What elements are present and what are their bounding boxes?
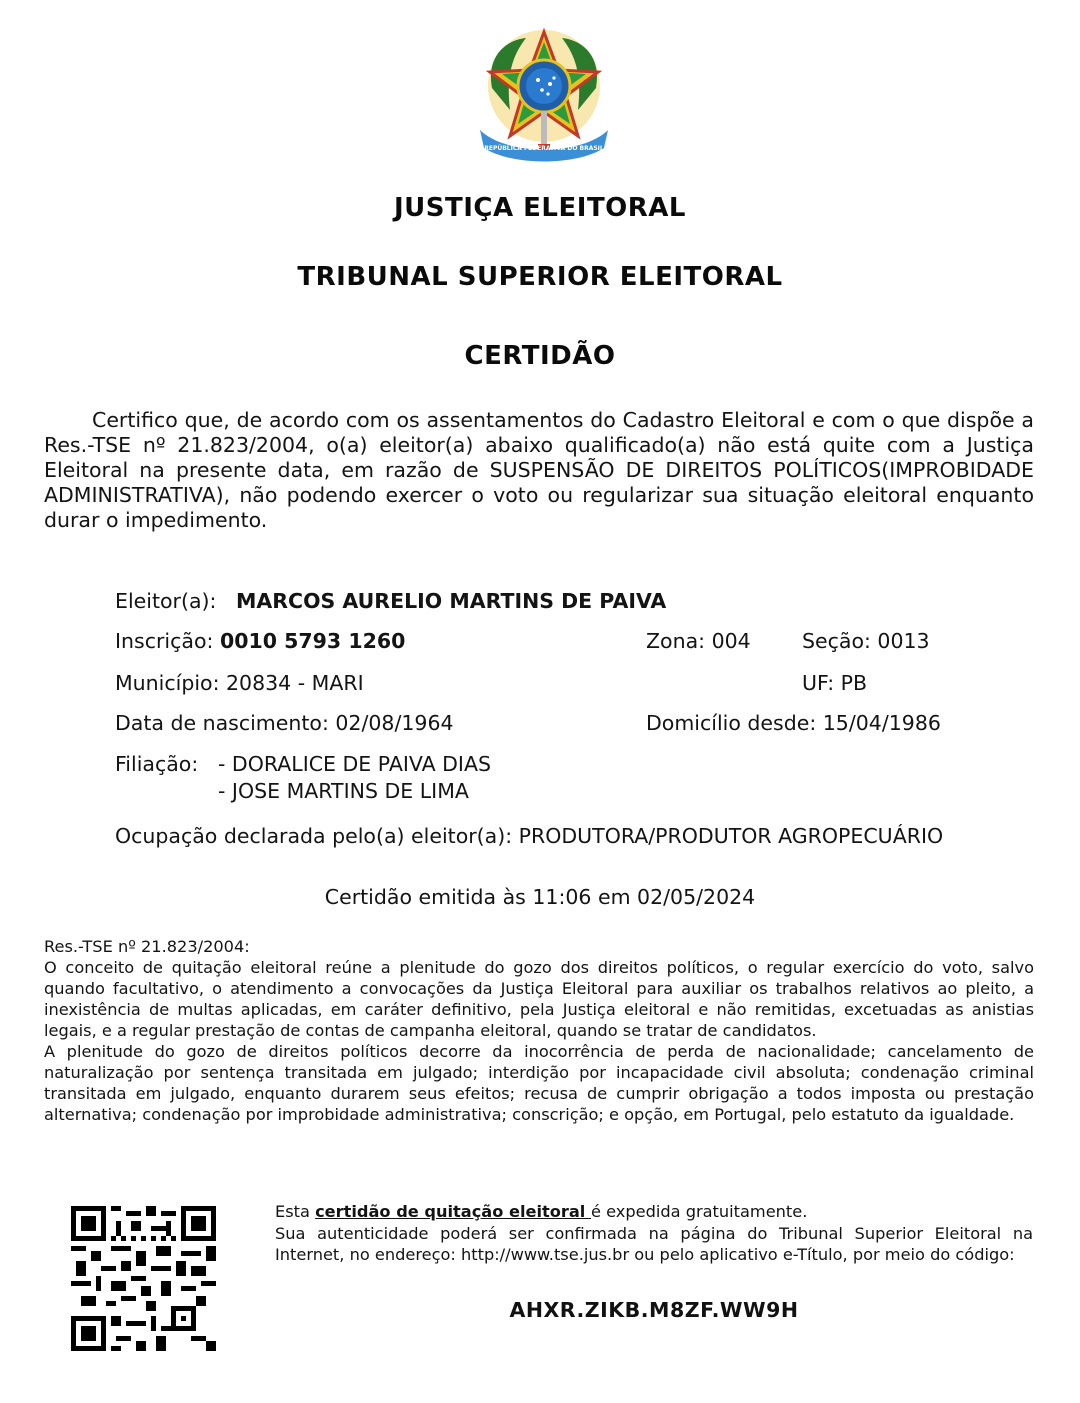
inscricao-value: 0010 5793 1260 [219, 629, 406, 653]
heading-justica-eleitoral: JUSTIÇA ELEITORAL [394, 193, 686, 223]
municipio: Município: 20834 - MARI [115, 671, 364, 695]
data-nascimento: Data de nascimento: 02/08/1964 [115, 711, 454, 735]
filiacao-parent-1: - DORALICE DE PAIVA DIAS [218, 752, 492, 776]
quitacao-term: certidão de quitação eleitoral [315, 1202, 591, 1221]
svg-text:REPÚBLICA FEDERATIVA DO BRASIL: REPÚBLICA FEDERATIVA DO BRASIL [484, 145, 604, 152]
issue-timestamp: Certidão emitida às 11:06 em 02/05/2024 [324, 885, 756, 909]
inscricao-row [115, 629, 405, 653]
legal-heading: Res.-TSE nº 21.823/2004: [44, 937, 250, 956]
domicilio-desde: Domicílio desde: 15/04/1986 [646, 711, 941, 735]
authenticity-note [275, 1201, 1033, 1266]
filiacao-label: Filiação: [115, 752, 199, 776]
document-title: CERTIDÃO [464, 341, 616, 371]
heading-tribunal: TRIBUNAL SUPERIOR ELEITORAL [297, 262, 783, 292]
zona: Zona: 004 [646, 629, 751, 653]
secao: Seção: 0013 [802, 629, 930, 653]
gratuity-prefix: Esta [275, 1202, 316, 1221]
inscricao-label: Inscrição: [115, 629, 214, 653]
qr-code-icon [71, 1206, 216, 1351]
legal-text [44, 936, 1034, 1125]
uf: UF: PB [802, 671, 868, 695]
gratuity-line [275, 1201, 1033, 1223]
certification-statement: Certifico que, de acordo com os assentamentos do Cadastro Eleitoral e com o que dispõe a Res.-TSE nº 21.823/2004, o(a) eleitor(a) abaixo qualificado(a) não está quite com a Justiça Eleitoral na presente data, em razão de SUSPENSÃO DE DIREITOS POLÍTICOS(IMPROBIDADE ADMINISTRATIVA), não podendo exercer o voto ou regularizar sua situação eleitoral enquanto durar o impedimento. [44, 408, 1034, 532]
voter-name-label: Eleitor(a): [115, 589, 217, 613]
legal-paragraph-2: A plenitude do gozo de direitos políticos decorre da inocorrência de perda de nacionalidade; cancelamento de naturalização por sentença transitada em julgado; interdição por incapacidade civil absoluta; condenação criminal transitada em julgado, enquanto durarem seus efeitos; recusa de cumprir obrigação a todos imposta ou prestação alternativa; condenação por improbidade administrativa; conscrição; e opção, em Portugal, pelo estatuto da igualdade. [44, 1042, 1034, 1124]
verification-instructions: Sua autenticidade poderá ser confirmada na página do Tribunal Superior Eleitoral na Internet, no endereço: http://www.tse.jus.br ou pelo aplicativo e-Título, por meio do código: [275, 1223, 1033, 1264]
gratuity-suffix: é expedida gratuitamente. [591, 1202, 808, 1221]
voter-name-row [115, 589, 666, 613]
ocupacao: Ocupação declarada pelo(a) eleitor(a): PRODUTORA/PRODUTOR AGROPECUÁRIO [115, 824, 944, 848]
voter-name: MARCOS AURELIO MARTINS DE PAIVA [236, 589, 667, 613]
verification-code: AHXR.ZIKB.M8ZF.WW9H [509, 1298, 799, 1322]
legal-paragraph-1: O conceito de quitação eleitoral reúne a plenitude do gozo dos direitos políticos, o regular exercício do voto, salvo quando facultativo, o atendimento a convocações da Justiça Eleitoral para auxiliar os trabalhos relativos ao pleito, a inexistência de multas aplicadas, em caráter definitivo, pela Justiça eleitoral e não remitidas, excetuadas as anistias legais, e a regular prestação de contas de campanha eleitoral, quando se tratar de candidatos. [44, 958, 1034, 1040]
filiacao-parent-2: - JOSE MARTINS DE LIMA [218, 779, 469, 803]
brazil-coat-of-arms-icon [476, 26, 612, 164]
